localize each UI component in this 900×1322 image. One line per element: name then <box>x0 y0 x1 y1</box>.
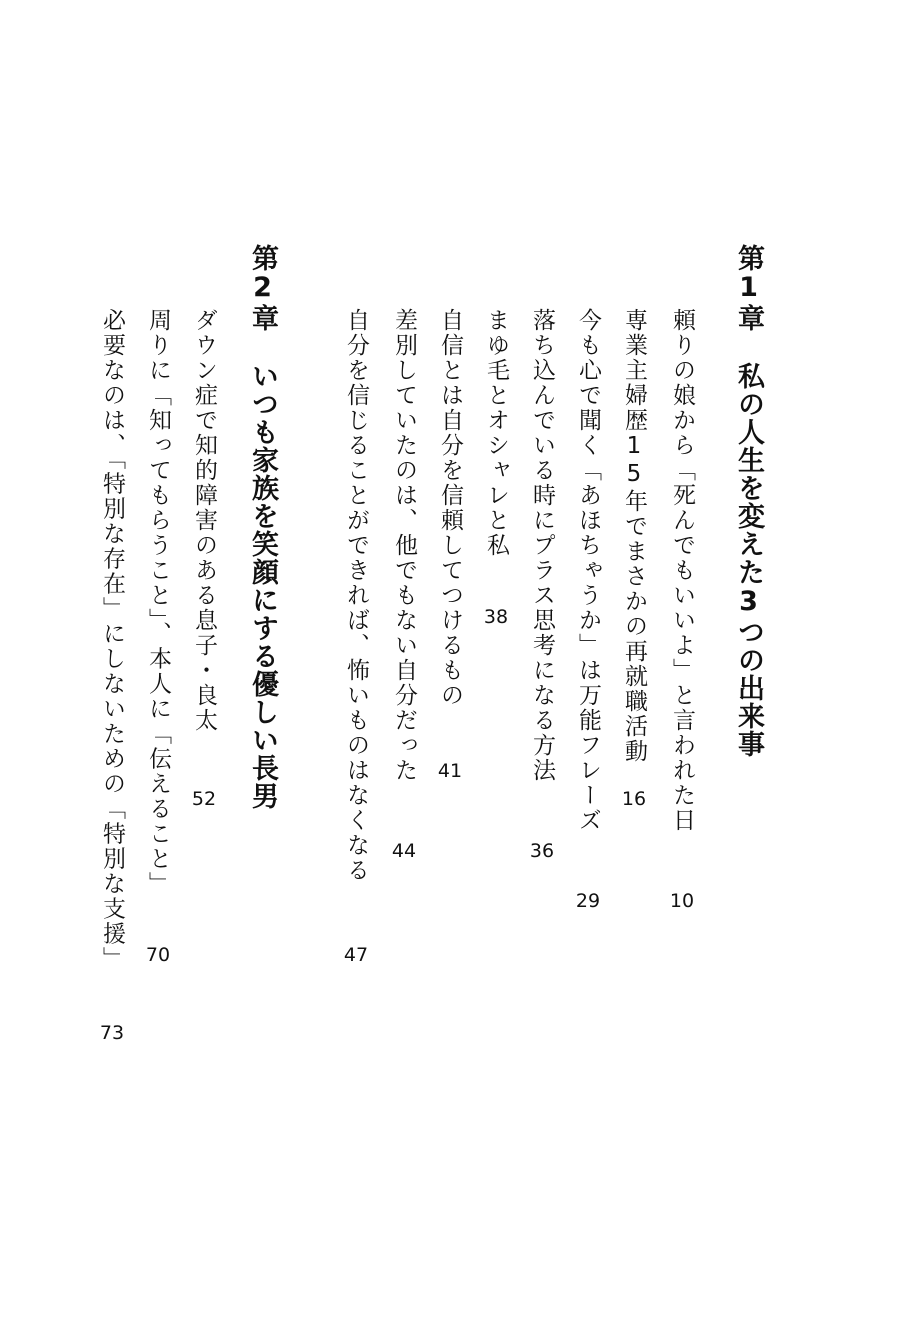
toc-entry-title[interactable]: 周りに「知ってもらうこと」、本人に「伝えること」 <box>145 308 171 897</box>
chapter-1-title: 私の人生を変えた3つの出来事 <box>733 362 764 758</box>
toc-entry-title[interactable]: 専業主婦歴15年でまさかの再就職活動 <box>621 308 647 764</box>
toc-entry-page: 38 <box>483 606 509 628</box>
toc-entry-title[interactable]: 自信とは自分を信頼してつけるもの <box>437 308 463 708</box>
toc-entry-page: 16 <box>621 788 647 810</box>
toc-entry-title[interactable]: 自分を信じることができれば、怖いものはなくなる <box>343 308 369 883</box>
chapter-2-label: 第2章 <box>247 244 278 332</box>
toc-entry-page: 70 <box>145 944 171 966</box>
toc-entry-page: 10 <box>669 890 695 912</box>
toc-entry-page: 44 <box>391 840 417 862</box>
toc-entry-page: 29 <box>575 890 601 912</box>
chapter-1-heading <box>726 244 770 758</box>
toc-entry-page: 36 <box>529 840 555 862</box>
chapter-2-heading <box>240 244 284 810</box>
toc-entry-title[interactable]: まゆ毛とオシャレと私 <box>483 308 509 558</box>
toc-entry-page: 47 <box>343 944 369 966</box>
toc-entry-page: 73 <box>99 1022 125 1044</box>
toc-entry-title[interactable]: 差別していたのは、他でもない自分だった <box>391 308 417 783</box>
toc-entry-page: 41 <box>437 760 463 782</box>
toc-entry-title[interactable]: ダウン症で知的障害のある息子・良太 <box>191 308 217 733</box>
toc-entry-title[interactable]: 今も心で聞く「あほちゃうか」は万能フレーズ <box>575 308 601 833</box>
toc-entry-title[interactable]: 頼りの娘から「死んでもいいよ」と言われた日 <box>669 308 695 833</box>
toc-entry-title[interactable]: 落ち込んでいる時にプラス思考になる方法 <box>529 308 555 783</box>
chapter-2-title: いつも家族を笑顔にする優しい長男 <box>247 362 278 810</box>
toc-entry-page: 52 <box>191 788 217 810</box>
toc-entry-title[interactable]: 必要なのは、「特別な存在」にしないための「特別な支援」 <box>99 308 125 972</box>
chapter-1-label: 第1章 <box>733 244 764 332</box>
